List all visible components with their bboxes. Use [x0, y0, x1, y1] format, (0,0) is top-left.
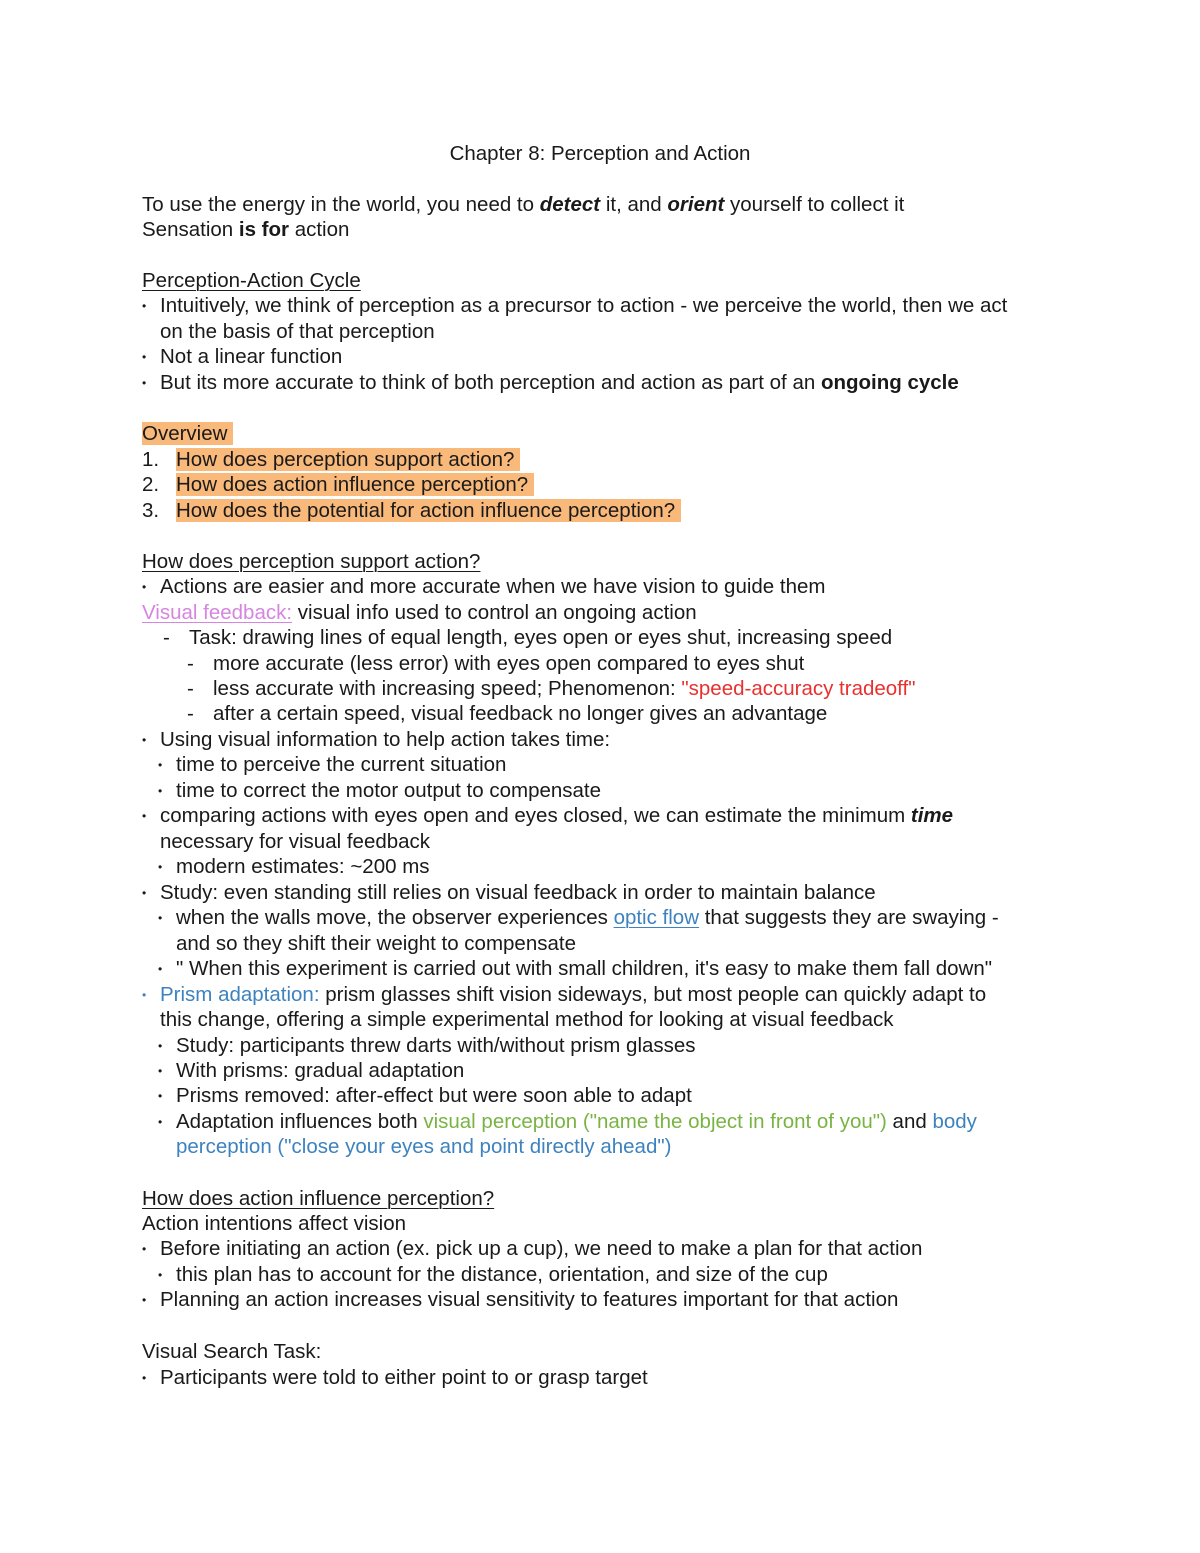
intro-text: To use the energy in the world, you need to	[142, 193, 540, 216]
bullet-text: " When this experiment is carried out with small children, it's easy to make them fall down"	[176, 957, 993, 980]
bullet-item	[142, 982, 986, 1007]
bullet-text: and	[886, 1110, 933, 1133]
section-heading-support: How does perception support action?	[142, 550, 481, 573]
bullet-icon: •	[158, 962, 163, 976]
term-visual-perception: visual perception ("name the object in front of you")	[423, 1110, 887, 1133]
bullet-text: Study: participants threw darts with/without prism glasses	[176, 1034, 696, 1057]
dash-text: more accurate (less error) with eyes open compared to eyes shut	[213, 652, 805, 675]
emphasis-is-for: is for	[238, 218, 289, 241]
bullet-text: Adaptation influences both	[176, 1110, 424, 1133]
bullet-item	[142, 727, 610, 752]
dash-icon: -	[187, 702, 194, 725]
bullet-item	[142, 880, 876, 905]
bullet-text: Before initiating an action (ex. pick up a cup), we need to make a plan for that action	[160, 1237, 923, 1260]
definition-text: visual info used to control an ongoing action	[292, 601, 697, 624]
bullet-icon: •	[142, 299, 147, 313]
section-heading-influence: How does action influence perception?	[142, 1187, 495, 1210]
bullet-text: modern estimates: ~200 ms	[176, 855, 430, 878]
intro-line-1	[142, 192, 904, 217]
bullet-icon: •	[142, 733, 147, 747]
sub-bullet-item	[158, 778, 601, 803]
bullet-continuation: this change, offering a simple experimental method for looking at visual feedback	[160, 1008, 894, 1031]
bullet-text: comparing actions with eyes open and eyes closed, we can estimate the minimum	[160, 804, 911, 827]
definition-text: prism glasses shift vision sideways, but most people can quickly adapt to	[319, 983, 987, 1006]
bullet-icon: •	[158, 1268, 163, 1282]
bullet-icon: •	[158, 860, 163, 874]
bullet-item	[142, 344, 342, 369]
section-heading-cycle: Perception-Action Cycle	[142, 269, 361, 292]
subheading: Action intentions affect vision	[142, 1212, 406, 1235]
dash-icon: -	[163, 626, 170, 649]
bullet-text: Planning an action increases visual sensitivity to features important for that action	[160, 1288, 899, 1311]
bullet-text: time to correct the motor output to compensate	[176, 779, 602, 802]
bullet-icon: •	[158, 1089, 163, 1103]
bullet-icon: •	[142, 376, 147, 390]
bullet-continuation: and so they shift their weight to compensate	[176, 932, 576, 955]
bullet-item	[142, 803, 953, 828]
dash-text: after a certain speed, visual feedback no longer gives an advantage	[213, 702, 828, 725]
term-prism-adaptation: Prism adaptation:	[160, 983, 320, 1006]
page-title: Chapter 8: Perception and Action	[449, 142, 751, 165]
dash-text: Task: drawing lines of equal length, eyes open or eyes shut, increasing speed	[189, 626, 893, 649]
bullet-text: But its more accurate to think of both perception and action as part of an	[160, 371, 821, 394]
bullet-continuation: perception ("close your eyes and point directly ahead")	[176, 1135, 672, 1158]
bullet-text: Prisms removed: after-effect but were soon able to adapt	[176, 1084, 692, 1107]
overview-item-1	[142, 447, 520, 472]
overview-heading	[142, 421, 233, 446]
emphasis-orient: orient	[667, 193, 725, 216]
bullet-icon: •	[158, 911, 163, 925]
dash-item	[187, 701, 827, 726]
sub-bullet-item	[158, 854, 430, 879]
sub-bullet-item	[158, 1109, 977, 1134]
sub-bullet-item	[158, 1262, 828, 1287]
bullet-icon: •	[158, 1039, 163, 1053]
list-number: 1.	[142, 448, 160, 471]
bullet-continuation: on the basis of that perception	[160, 320, 435, 343]
sub-bullet-item	[158, 752, 506, 777]
intro-text: Sensation	[142, 218, 239, 241]
emphasis-time: time	[910, 804, 954, 827]
dash-icon: -	[187, 652, 194, 675]
bullet-text: when the walls move, the observer experiences	[176, 906, 614, 929]
bullet-text: this plan has to account for the distance, orientation, and size of the cup	[176, 1263, 828, 1286]
list-number: 2.	[142, 473, 160, 496]
bullet-icon: •	[158, 1064, 163, 1078]
bullet-item	[142, 370, 959, 395]
bullet-icon: •	[142, 580, 147, 594]
bullet-text: time to perceive the current situation	[176, 753, 507, 776]
overview-item-text: How does action influence perception?	[176, 473, 534, 496]
list-number: 3.	[142, 499, 160, 522]
bullet-icon: •	[158, 784, 163, 798]
overview-item-text: How does the potential for action influence perception?	[176, 499, 681, 522]
dash-icon: -	[187, 677, 194, 700]
term-optic-flow: optic flow	[613, 906, 700, 929]
dash-item	[163, 625, 892, 650]
sub-bullet-item	[158, 1033, 696, 1058]
sub-bullet-item	[158, 1058, 464, 1083]
bullet-text: Not a linear function	[160, 345, 343, 368]
bullet-item	[142, 293, 1007, 318]
bullet-icon: •	[142, 988, 147, 1002]
bullet-icon: •	[142, 809, 147, 823]
term-speed-accuracy: "speed-accuracy tradeoff"	[681, 677, 916, 700]
bullet-item	[142, 1287, 898, 1312]
term-body-perception: body	[932, 1110, 977, 1133]
sub-bullet-item	[158, 1083, 692, 1108]
dash-item	[187, 676, 915, 701]
intro-text: yourself to collect it	[724, 193, 905, 216]
bullet-text: Using visual information to help action takes time:	[160, 728, 611, 751]
bullet-text: Participants were told to either point to or grasp target	[160, 1366, 648, 1389]
overview-item-text: How does perception support action?	[176, 448, 520, 471]
emphasis-ongoing-cycle: ongoing cycle	[820, 371, 959, 394]
overview-heading-text: Overview	[142, 422, 233, 445]
bullet-continuation: necessary for visual feedback	[160, 830, 431, 853]
bullet-item	[142, 574, 825, 599]
bullet-icon: •	[158, 1115, 163, 1129]
intro-line-2	[142, 217, 349, 242]
bullet-text: Actions are easier and more accurate when we have vision to guide them	[160, 575, 826, 598]
bullet-text: Intuitively, we think of perception as a precursor to action - we perceive the world, then we act	[160, 294, 1008, 317]
sub-bullet-item	[158, 956, 992, 981]
bullet-item	[142, 1236, 922, 1261]
overview-item-3	[142, 498, 681, 523]
bullet-text: that suggests they are swaying -	[699, 906, 999, 929]
overview-item-2	[142, 472, 534, 497]
bullet-icon: •	[142, 886, 147, 900]
bullet-icon: •	[142, 1242, 147, 1256]
emphasis-detect: detect	[539, 193, 601, 216]
bullet-icon: •	[158, 758, 163, 772]
bullet-item	[142, 1365, 648, 1390]
intro-text: action	[289, 218, 350, 241]
intro-text: it, and	[600, 193, 668, 216]
bullet-text: With prisms: gradual adaptation	[176, 1059, 465, 1082]
visual-feedback-definition	[142, 600, 697, 625]
dash-text: less accurate with increasing speed; Phenomenon:	[213, 677, 682, 700]
dash-item	[187, 651, 804, 676]
bullet-icon: •	[142, 1371, 147, 1385]
sub-bullet-item	[158, 905, 999, 930]
bullet-icon: •	[142, 1293, 147, 1307]
bullet-text: Study: even standing still relies on visual feedback in order to maintain balance	[160, 881, 876, 904]
section-heading-search: Visual Search Task:	[142, 1340, 322, 1363]
bullet-icon: •	[142, 350, 147, 364]
term-visual-feedback: Visual feedback:	[142, 601, 293, 624]
